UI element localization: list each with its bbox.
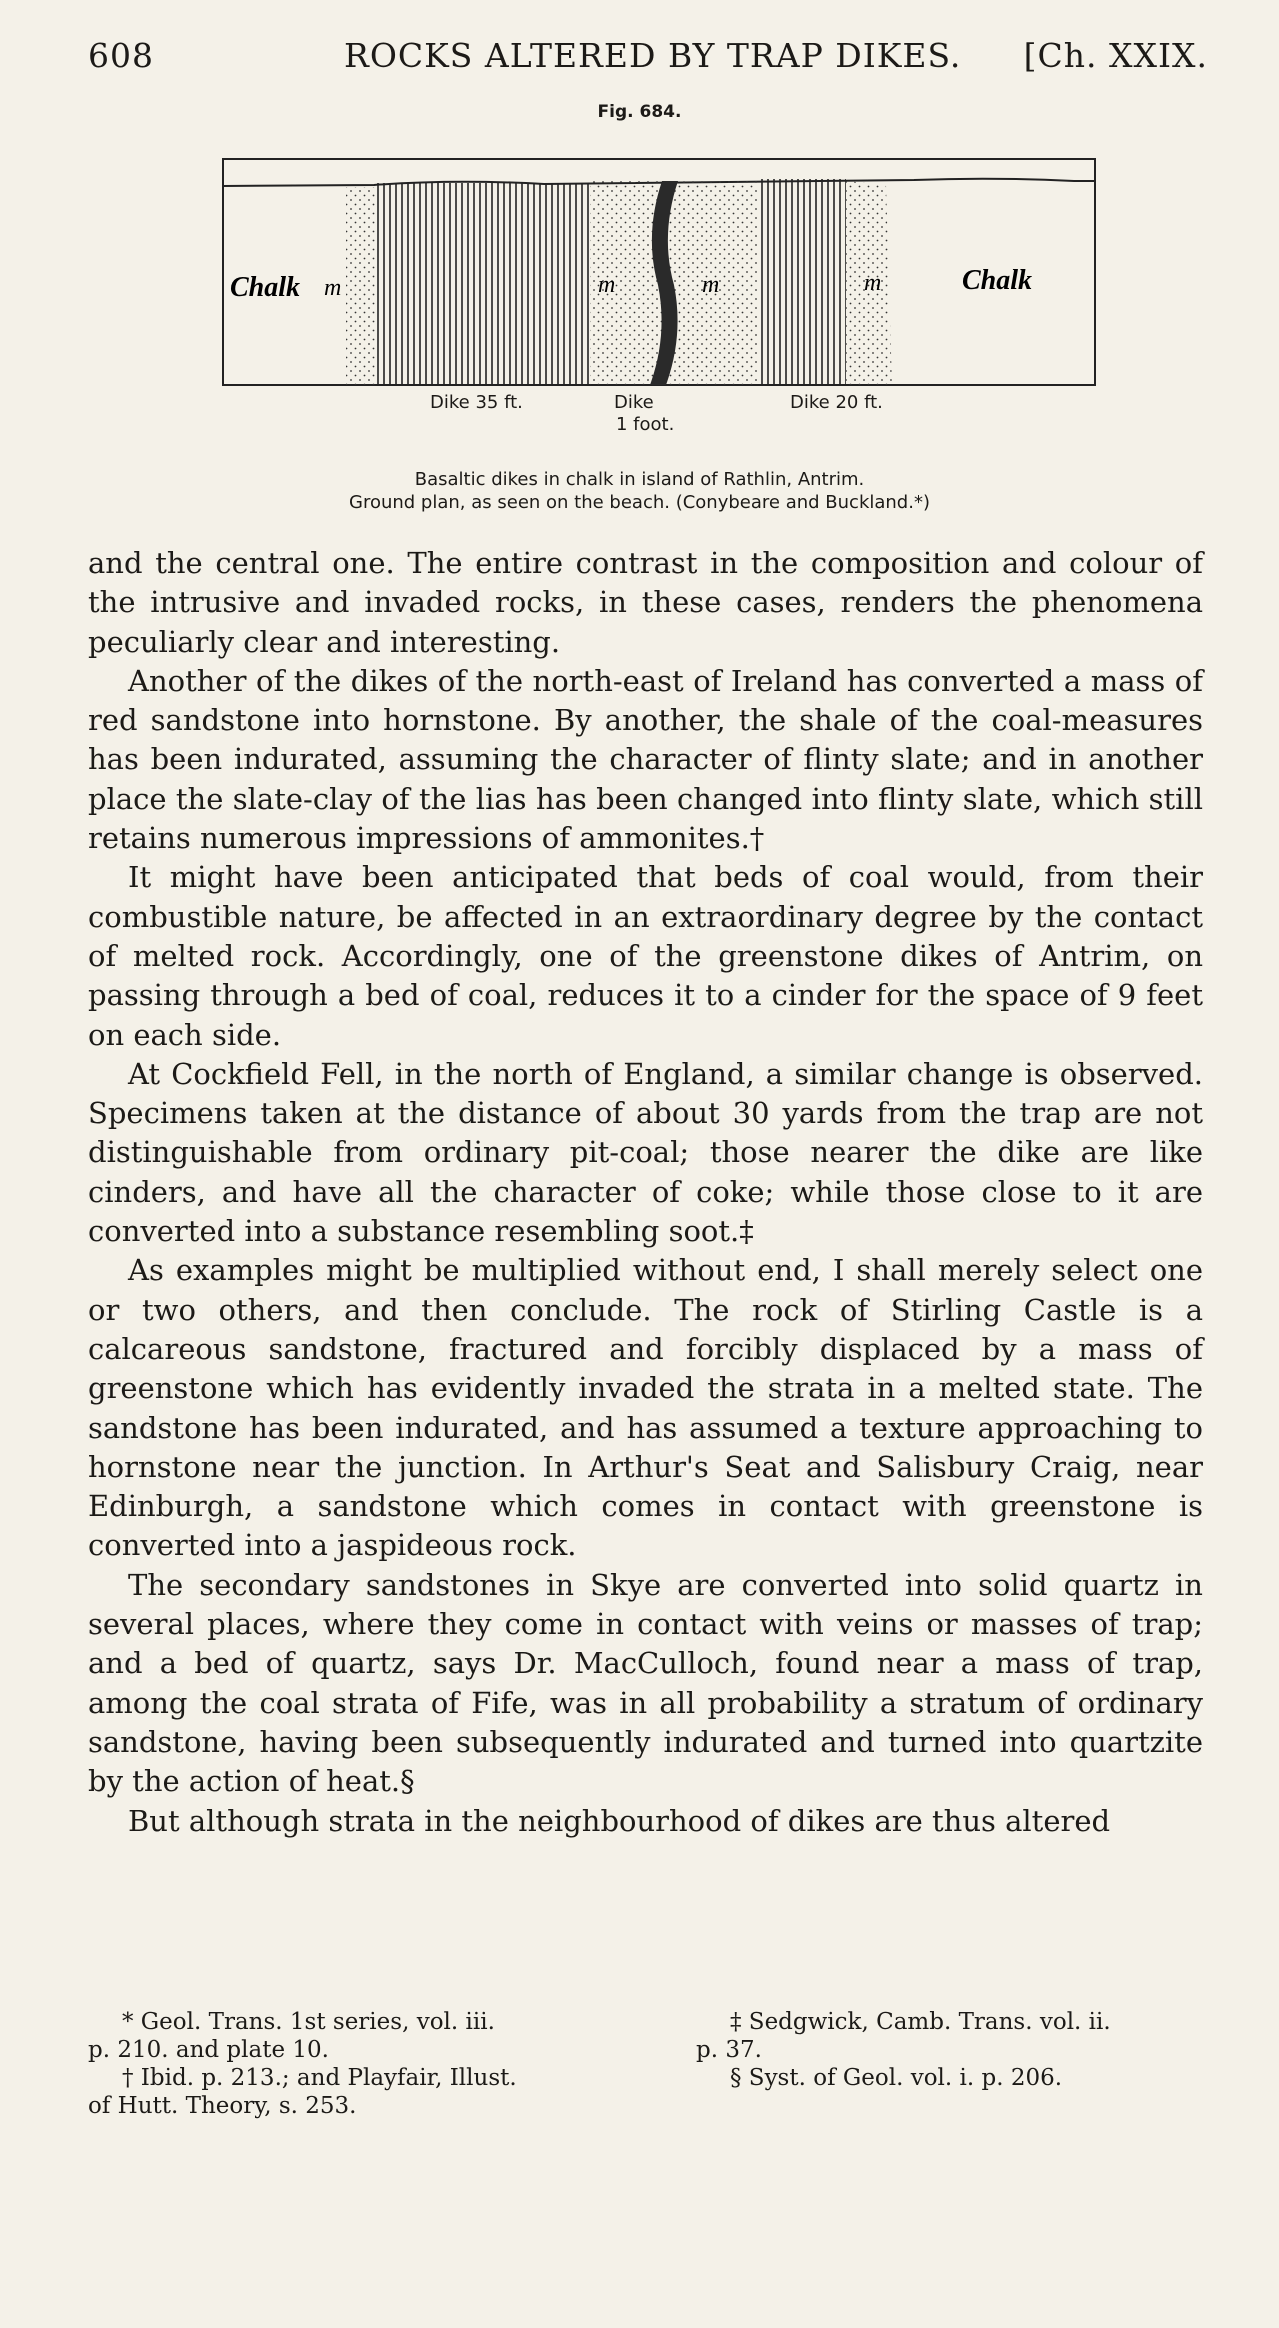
paragraph: It might have been anticipated that beds of coal would, from their combustible nature, be affected in an extraordinary degree by the contact of melted rock. Accordingly, one of the greenstone dikes of Antrim, on passing through a bed of coal, reduces it to a cinder for the space of 9 feet on each side. xyxy=(88,860,1203,1052)
altered-zone-left xyxy=(346,187,376,385)
dike-label-35ft: Dike 35 ft. xyxy=(430,392,523,413)
body-text xyxy=(88,544,1203,1841)
m-mark: m xyxy=(324,275,342,301)
paragraph: The secondary sandstones in Skye are converted into solid quartz in several places, where they come in contact with veins or masses of trap; and a bed of quartz, says Dr. MacCulloch, found near a mass of trap, among the coal strata of Fife, was in all probability a stratum of ordinary sandstone, having been subsequently indurated and turned into quartzite by the action of heat.§ xyxy=(88,1567,1203,1799)
paragraph: and the central one. The entire contrast in the composition and colour of the intrusive and invaded rocks, in these cases, renders the phenomena peculiarly clear and interesting. xyxy=(88,546,1203,659)
caption-line: Ground plan, as seen on the beach. (Conybeare and Buckland.*) xyxy=(349,492,930,513)
chalk-label-right: Chalk xyxy=(962,265,1033,296)
m-mark: m xyxy=(864,270,882,296)
m-mark: m xyxy=(702,272,720,298)
footnote-line: ‡ Sedgwick, Camb. Trans. vol. ii. xyxy=(730,2009,1111,2035)
page-number: 608 xyxy=(88,36,154,75)
footnote-line: of Hutt. Theory, s. 253. xyxy=(88,2093,357,2119)
figure-caption xyxy=(0,468,1279,514)
m-mark: m xyxy=(598,272,616,298)
paragraph: But although strata in the neighbourhood of dikes are thus altered xyxy=(128,1803,1111,1838)
figure-label: Fig. 684. xyxy=(597,102,682,122)
footnote-line: † Ibid. p. 213.; and Playfair, Illust. xyxy=(122,2065,517,2091)
chalk-label-left: Chalk xyxy=(230,272,301,303)
dike-label-row xyxy=(0,392,1279,448)
dike-figure xyxy=(214,135,1098,395)
dike-label-1ft: Dike xyxy=(614,392,654,413)
running-title: ROCKS ALTERED BY TRAP DIKES. xyxy=(344,36,962,75)
paragraph: At Cockfield Fell, in the north of England, a similar change is observed. Specimens taken at the distance of about 30 yards from the trap are not distinguishable from ordinary pit-coal; those nearer the dike are like cinders, and have all the character of coke; while those close to it are converted into a substance resembling soot.‡ xyxy=(88,1056,1203,1249)
dike-20ft xyxy=(758,179,846,385)
running-head xyxy=(88,36,1208,80)
footnote-line: § Syst. of Geol. vol. i. p. 206. xyxy=(730,2065,1063,2091)
dike-label-1ft-size: 1 foot. xyxy=(616,414,675,435)
footnote-line: * Geol. Trans. 1st series, vol. iii. xyxy=(122,2009,495,2035)
chapter-reference: [Ch. XXIX. xyxy=(1023,36,1208,75)
footnote-column-left xyxy=(88,2008,648,2120)
paragraph: Another of the dikes of the north-east of Ireland has converted a mass of red sandstone into hornstone. By another, the shale of the coal-measures has been indurated, assuming the character of flinty slate; and in another place the slate-clay of the lias has been changed into flinty slate, which still retains numerous impressions of ammonites.† xyxy=(88,663,1203,856)
dike-35ft xyxy=(376,183,590,385)
footnote-line: p. 37. xyxy=(696,2037,762,2063)
dike-label-20ft: Dike 20 ft. xyxy=(790,392,883,413)
caption-line: Basaltic dikes in chalk in island of Rathlin, Antrim. xyxy=(414,469,865,490)
footnotes xyxy=(88,2008,1203,2188)
footnote-line: p. 210. and plate 10. xyxy=(88,2037,329,2063)
paragraph: As examples might be multiplied without end, I shall merely select one or two others, and then conclude. The rock of Stirling Castle is a calcareous sandstone, fractured and forcibly displaced by a mass of greenstone which has evidently invaded the strata in a melted state. The sandstone has been indurated, and has assumed a texture approaching to hornstone near the junction. In Arthur's Seat and Salisbury Craig, near Edinburgh, a sandstone which comes in contact with greenstone is converted into a jaspideous rock. xyxy=(88,1253,1203,1563)
footnote-column-right xyxy=(696,2008,1216,2092)
